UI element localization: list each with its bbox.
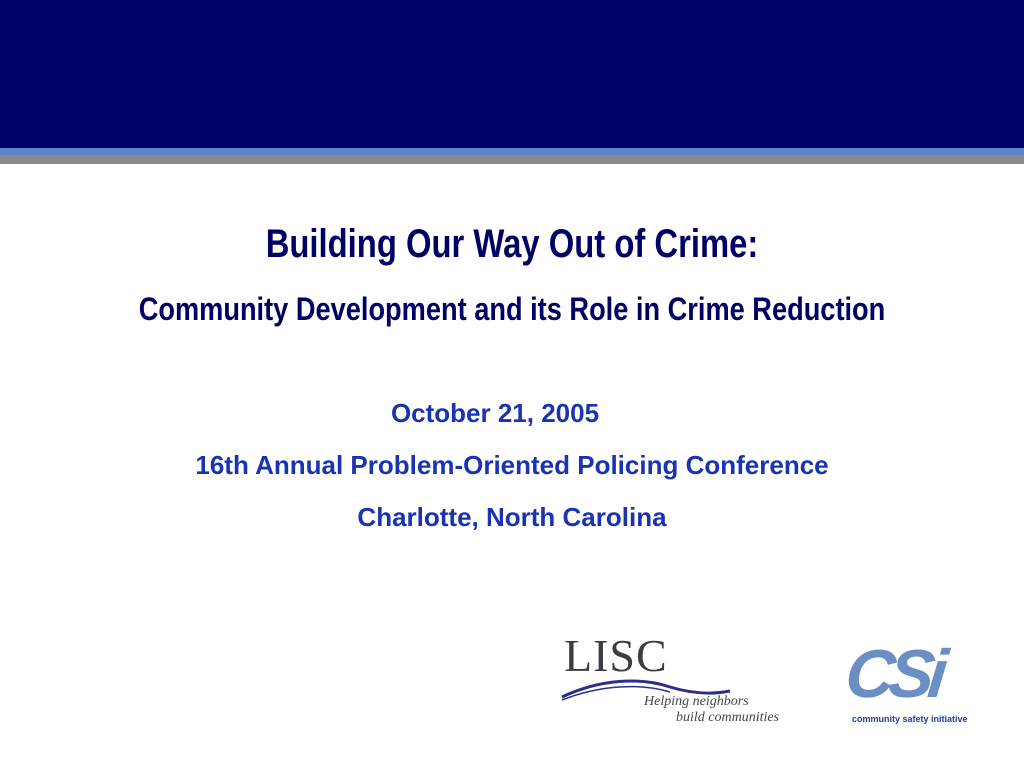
- conference-name: 16th Annual Problem-Oriented Policing Conference: [195, 450, 829, 480]
- lisc-logo: [560, 630, 796, 733]
- lisc-tagline-line-2: build communities: [676, 710, 780, 725]
- lisc-tagline-line-1: Helping neighbors: [644, 694, 749, 709]
- csi-tagline: community safety initiative: [852, 714, 968, 724]
- accent-stripe-gray: [0, 155, 1024, 164]
- accent-stripe-blue: [0, 148, 1024, 155]
- csi-logo: [842, 636, 976, 732]
- lisc-wordmark: LISC: [564, 630, 668, 681]
- slide-title: Building Our Way Out of Crime:: [265, 222, 759, 266]
- top-banner: [0, 0, 1024, 148]
- presentation-date: October 21, 2005: [390, 398, 600, 428]
- csi-mark: CSi: [842, 636, 946, 712]
- slide-subtitle: Community Development and its Role in Crime Reduction: [138, 291, 886, 327]
- conference-location: Charlotte, North Carolina: [357, 502, 667, 532]
